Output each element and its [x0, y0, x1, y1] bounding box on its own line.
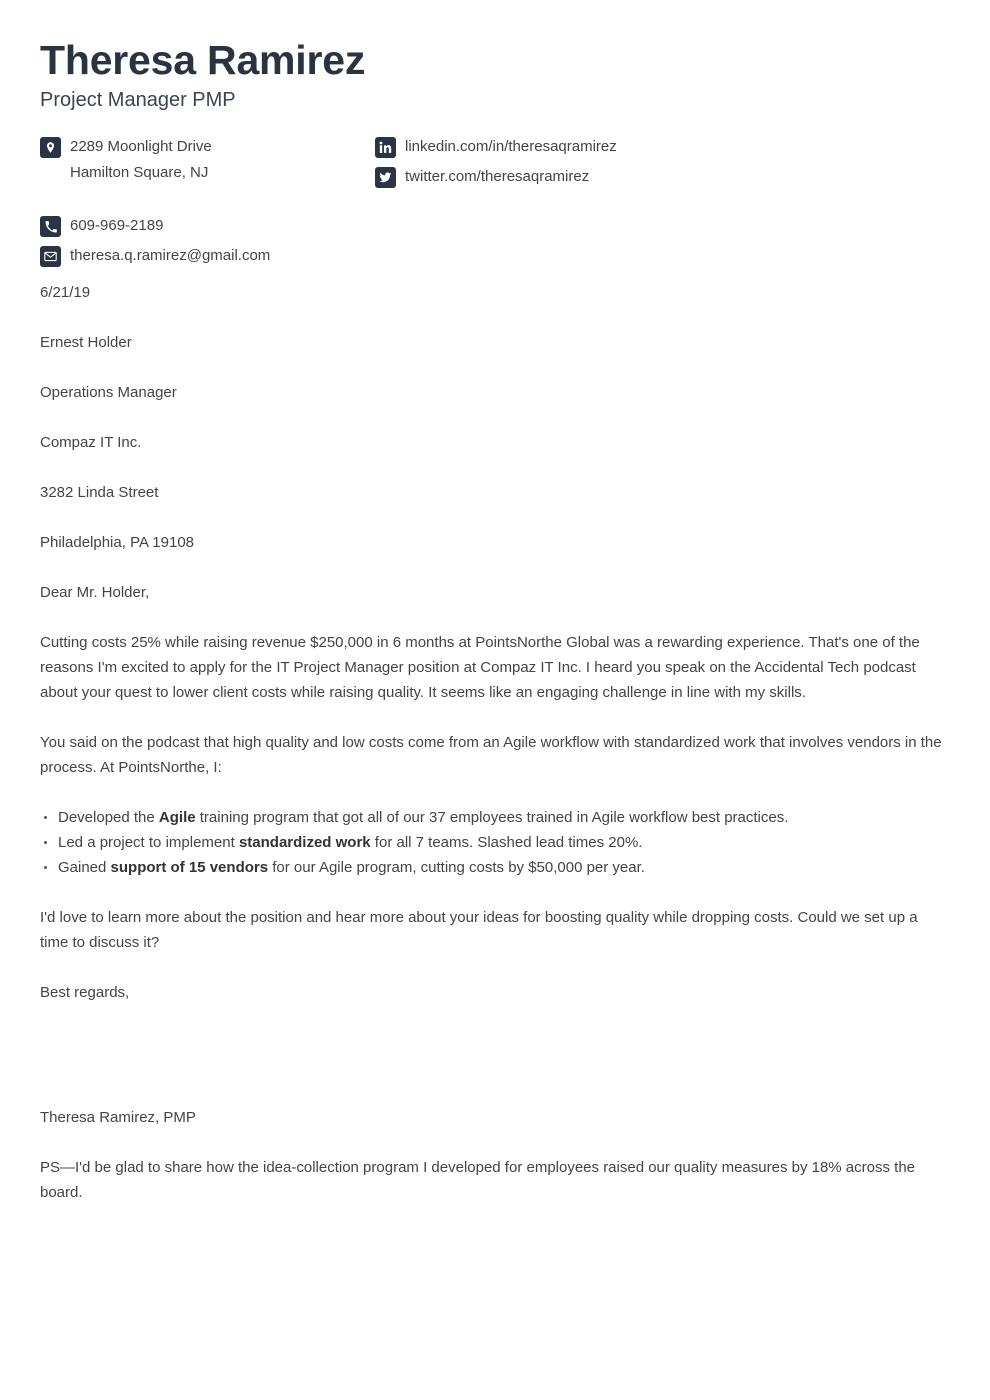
recipient-company: Compaz IT Inc. — [40, 434, 142, 452]
page-title: Theresa Ramirez — [40, 37, 366, 83]
bullet-text-after: for all 7 teams. Slashed lead times 20%. — [370, 834, 643, 852]
address-line-2: Hamilton Square, NJ — [70, 164, 209, 182]
contact-address — [40, 136, 370, 158]
bullet-text-before: Developed the — [58, 809, 159, 827]
list-item — [40, 855, 950, 880]
email-icon — [40, 246, 61, 267]
bullet-text-bold: Agile — [158, 809, 196, 827]
linkedin-url: linkedin.com/in/theresaqramirez — [405, 138, 617, 156]
location-pin-icon — [40, 137, 61, 158]
email-address: theresa.q.ramirez@gmail.com — [70, 247, 271, 265]
contact-email — [40, 245, 370, 267]
recipient-title: Operations Manager — [40, 384, 177, 402]
list-item — [40, 830, 950, 855]
bullet-text-bold: standardized work — [238, 834, 371, 852]
twitter-url: twitter.com/theresaqramirez — [405, 168, 590, 186]
bullet-text-after: training program that got all of our 37 employees trained in Agile workflow best practices. — [195, 809, 789, 827]
signoff: Best regards, — [40, 984, 130, 1002]
address-line-1: 2289 Moonlight Drive — [70, 138, 212, 156]
paragraph-1: Cutting costs 25% while raising revenue $250,000 in 6 months at PointsNorthe Global was a rewarding experience. That's one of the reasons I'm excited to apply for the IT Project Manager position at Compaz IT Inc. I heard you speak on the Accidental Tech podcast about your quest to lower client costs while raising quality. It seems like an engaging challenge in line with my skills. — [40, 634, 920, 702]
bullet-text-before: Gained — [58, 859, 111, 877]
contact-column-right — [375, 136, 775, 196]
phone-number: 609-969-2189 — [70, 217, 164, 235]
linkedin-icon — [375, 137, 396, 158]
recipient-address — [40, 330, 950, 555]
contact-details — [40, 136, 950, 276]
contact-spacer — [40, 183, 370, 215]
twitter-icon — [375, 167, 396, 188]
job-title: Project Manager PMP — [40, 89, 236, 112]
signature-name: Theresa Ramirez, PMP — [40, 1109, 196, 1127]
contact-linkedin[interactable] — [375, 136, 775, 158]
recipient-street: 3282 Linda Street — [40, 484, 159, 502]
postscript: PS—I'd be glad to share how the idea-collection program I developed for employees raised our quality measures by 18% across the board. — [40, 1159, 916, 1202]
contact-column-left — [40, 136, 370, 275]
letter-date: 6/21/19 — [40, 284, 91, 302]
paragraph-2: You said on the podcast that high quality and low costs come from an Agile workflow with standardized work that involves vendors in the process. At PointsNorthe, I: — [40, 734, 942, 777]
recipient-name: Ernest Holder — [40, 334, 132, 352]
list-item — [40, 805, 950, 830]
contact-twitter[interactable] — [375, 166, 775, 188]
achievement-list — [40, 805, 950, 880]
bullet-text-before: Led a project to implement — [58, 834, 239, 852]
paragraph-3: I'd love to learn more about the position and hear more about your ideas for boosting quality while dropping costs. Could we set up a time to discuss it? — [40, 909, 918, 952]
letter-body — [40, 280, 950, 1205]
bullet-text-after: for our Agile program, cutting costs by $50,000 per year. — [268, 859, 645, 877]
recipient-city-state-zip: Philadelphia, PA 19108 — [40, 534, 195, 552]
bullet-text-bold: support of 15 vendors — [110, 859, 269, 877]
salutation: Dear Mr. Holder, — [40, 584, 150, 602]
contact-phone — [40, 215, 370, 237]
phone-icon — [40, 216, 61, 237]
signature-space — [40, 1030, 950, 1105]
